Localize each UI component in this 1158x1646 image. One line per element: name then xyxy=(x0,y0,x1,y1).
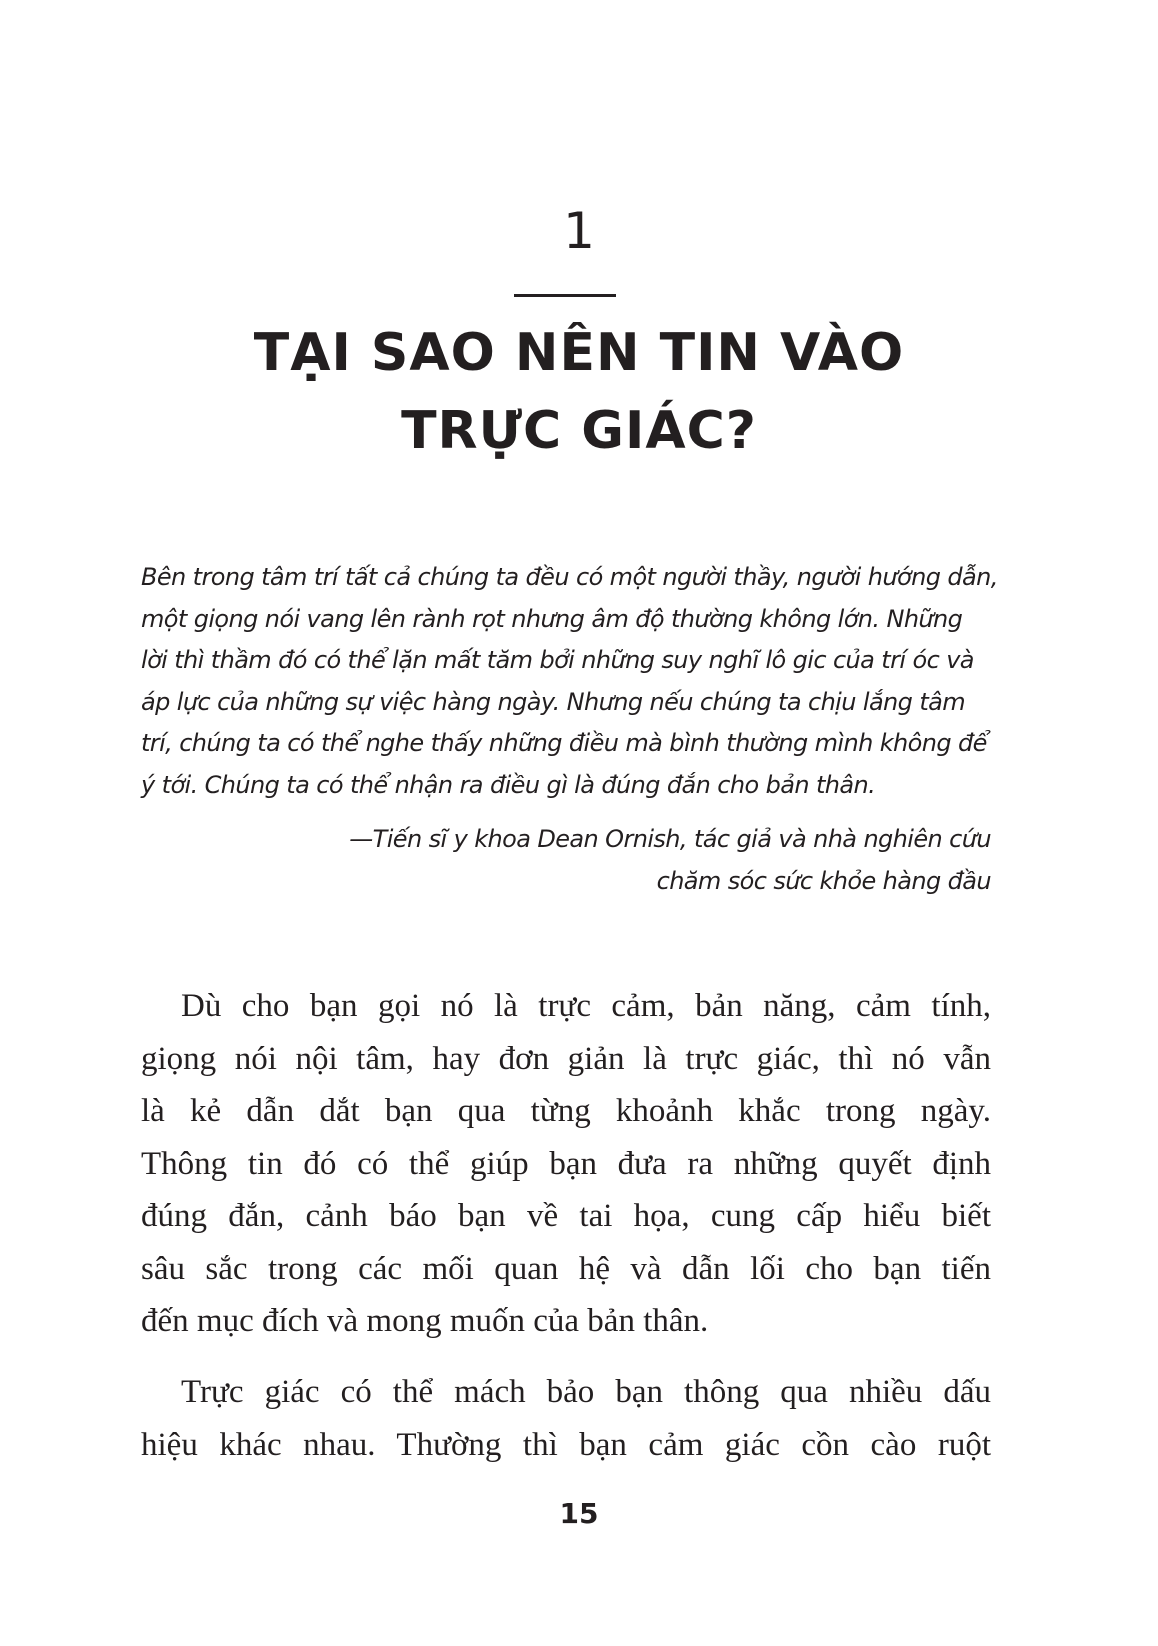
epigraph-line: lời thì thầm đó có thể lặn mất tăm bởi những suy nghĩ lô gic của trí óc và xyxy=(141,646,974,674)
paragraph-line: hiệu khác nhau. Thường thì bạn cảm giác cồn cào ruột xyxy=(141,1426,991,1463)
page-number: 15 xyxy=(559,1497,599,1530)
paragraph-line: đúng đắn, cảnh báo bạn về tai họa, cung cấp hiểu biết xyxy=(141,1198,991,1234)
epigraph-line: một giọng nói vang lên rành rọt nhưng âm độ thường không lớn. Những xyxy=(141,604,963,633)
paragraph-line: là kẻ dẫn dắt bạn qua từng khoảnh khắc trong ngày. xyxy=(141,1093,991,1129)
paragraph-line: đến mục đích và mong muốn của bản thân. xyxy=(141,1303,709,1339)
epigraph-line: ý tới. Chúng ta có thể nhận ra điều gì là đúng đắn cho bản thân. xyxy=(141,770,876,799)
epigraph-line: trí, chúng ta có thể nghe thấy những điều mà bình thường mình không để xyxy=(141,729,987,757)
epigraph-line: Bên trong tâm trí tất cả chúng ta đều có một người thầy, người hướng dẫn, xyxy=(141,563,998,591)
paragraph-line: sâu sắc trong các mối quan hệ và dẫn lối cho bạn tiến xyxy=(141,1250,991,1287)
chapter-title-line: TẠI SAO NÊN TIN VÀO xyxy=(253,323,905,383)
chapter-title xyxy=(0,314,1158,470)
attribution-line: chăm sóc sức khỏe hàng đầu xyxy=(656,866,991,895)
chapter-number: 1 xyxy=(563,202,595,260)
epigraph-attribution xyxy=(141,819,991,902)
epigraph-line: áp lực của những sự việc hàng ngày. Nhưng nếu chúng ta chịu lắng tâm xyxy=(141,687,966,716)
paragraph-line: Dù cho bạn gọi nó là trực cảm, bản năng, cảm tính, xyxy=(181,988,991,1024)
chapter-title-line: TRỰC GIÁC? xyxy=(401,401,757,461)
chapter-divider xyxy=(514,294,616,297)
paragraph-line: giọng nói nội tâm, hay đơn giản là trực giác, thì nó vẫn xyxy=(141,1040,991,1077)
body-paragraph xyxy=(141,980,991,1348)
paragraph-line: Thông tin đó có thể giúp bạn đưa ra những quyết định xyxy=(141,1145,991,1182)
attribution-line: —Tiến sĩ y khoa Dean Ornish, tác giả và nhà nghiên cứu xyxy=(349,825,991,853)
body-paragraph xyxy=(141,1366,991,1471)
epigraph-quote xyxy=(141,557,998,806)
paragraph-line: Trực giác có thể mách bảo bạn thông qua nhiều dấu xyxy=(181,1374,991,1410)
